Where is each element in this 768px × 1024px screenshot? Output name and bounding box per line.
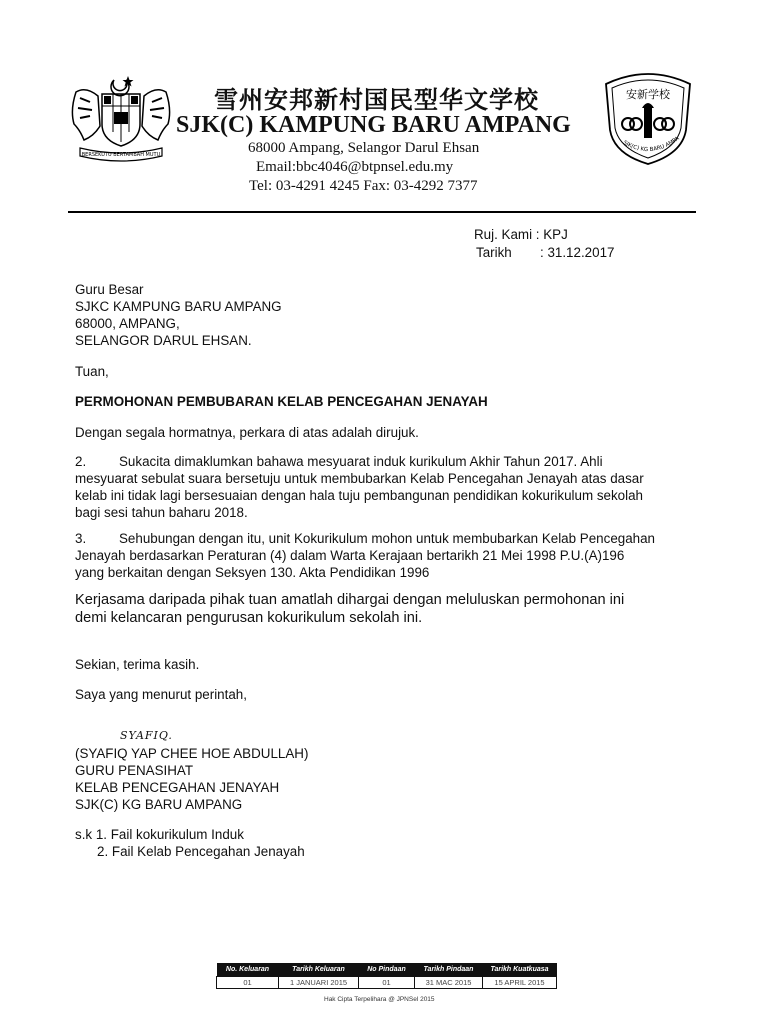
closing-thanks: Sekian, terima kasih.	[75, 657, 200, 672]
signatory-title-1: GURU PENASIHAT	[75, 763, 194, 778]
header-tarikh-kuatkuasa: Tarikh Kuatkuasa	[483, 963, 557, 977]
paragraph-2-number: 2.	[75, 454, 87, 469]
paragraph-3-line-2: Jenayah berdasarkan Peraturan (4) dalam Warta Kerajaan bertarikh 21 Mei 1998 P.U.(A)196	[75, 548, 625, 563]
document-control-table	[216, 963, 557, 989]
paragraph-2-line-3: kelab ini tidak lagi bersesuaian dengan hala tuju pembangunan pendidikan kokurikulum sekolah	[75, 488, 644, 503]
salutation: Tuan,	[75, 364, 109, 379]
school-phone: Tel: 03-4291 4245 Fax: 03-4292 7377	[249, 178, 478, 194]
intro-paragraph: Dengan segala hormatnya, perkara di atas adalah dirujuk.	[75, 425, 419, 440]
school-logo	[600, 68, 696, 166]
cell-tarikh-keluaran: 1 JANUARI 2015	[279, 977, 359, 989]
letter-subject: PERMOHONAN PEMBUBARAN KELAB PENCEGAHAN JENAYAH	[75, 394, 488, 409]
paragraph-3-number: 3.	[75, 531, 87, 546]
signatory-name: (SYAFIQ YAP CHEE HOE ABDULLAH)	[75, 746, 309, 761]
header-tarikh-keluaran: Tarikh Keluaran	[279, 963, 359, 977]
cell-no-pindaan: 01	[359, 977, 415, 989]
logo-text: SJK(C) KG BARU AMPA	[622, 135, 681, 154]
reference-tarikh-label: Tarikh	[476, 245, 512, 260]
letterhead-divider	[68, 211, 696, 213]
emblem-motto: BERSEKUTU BERTAMBAH MUTU	[81, 152, 161, 158]
logo-chinese: 安新学校	[626, 88, 670, 101]
header-no-keluaran: No. Keluaran	[217, 963, 279, 977]
cell-no-keluaran: 01	[217, 977, 279, 989]
cell-tarikh-kuatkuasa: 15 APRIL 2015	[483, 977, 557, 989]
cc-line-1: s.k 1. Fail kokurikulum Induk	[75, 827, 244, 842]
table-header-row	[217, 963, 557, 977]
reference-ruj: Ruj. Kami : KPJ	[474, 227, 568, 242]
signatory-title-2: KELAB PENCEGAHAN JENAYAH	[75, 780, 280, 795]
cc-line-2: 2. Fail Kelab Pencegahan Jenayah	[97, 844, 305, 859]
paragraph-4-line-1: Kerjasama daripada pihak tuan amatlah dihargai dengan meluluskan permohonan ini	[75, 592, 625, 608]
paragraph-3-line-3: yang berkaitan dengan Seksyen 130. Akta Pendidikan 1996	[75, 565, 430, 580]
table-row	[217, 977, 557, 989]
paragraph-3-line-1: Sehubungan dengan itu, unit Kokurikulum mohon untuk membubarkan Kelab Pencegahan	[119, 531, 655, 546]
reference-tarikh-value: : 31.12.2017	[540, 245, 615, 260]
paragraph-2-line-2: mesyuarat sebulat suara bersetuju untuk membubarkan Kelab Pencegahan Jenayah atas dasar	[75, 471, 644, 486]
recipient-line-3: 68000, AMPANG,	[75, 316, 180, 331]
school-email: Email:bbc4046@btpnsel.edu.my	[256, 159, 454, 175]
copyright-notice: Hak Cipta Terpelihara @ JPNSel 2015	[324, 996, 435, 1003]
cell-tarikh-pindaan: 31 MAC 2015	[415, 977, 483, 989]
school-address: 68000 Ampang, Selangor Darul Ehsan	[248, 140, 480, 156]
school-name-chinese: 雪州安邦新村国民型华文学校	[214, 86, 539, 114]
recipient-line-2: SJKC KAMPUNG BARU AMPANG	[75, 299, 282, 314]
header-no-pindaan: No Pindaan	[359, 963, 415, 977]
closing-yours: Saya yang menurut perintah,	[75, 687, 247, 702]
handwritten-signature: SYAFIQ.	[120, 729, 173, 742]
paragraph-2-line-1: Sukacita dimaklumkan bahawa mesyuarat induk kurikulum Akhir Tahun 2017. Ahli	[119, 454, 603, 469]
paragraph-4-line-2: demi kelancaran pengurusan kokurikulum sekolah ini.	[75, 610, 423, 626]
header-tarikh-pindaan: Tarikh Pindaan	[415, 963, 483, 977]
school-name: SJK(C) KAMPUNG BARU AMPANG	[176, 112, 571, 138]
recipient-line-1: Guru Besar	[75, 282, 144, 297]
signatory-title-3: SJK(C) KG BARU AMPANG	[75, 797, 243, 812]
paragraph-2-line-4: bagi sesi tahun baharu 2018.	[75, 505, 248, 520]
recipient-line-4: SELANGOR DARUL EHSAN.	[75, 333, 252, 348]
coat-of-arms-emblem	[66, 72, 176, 164]
